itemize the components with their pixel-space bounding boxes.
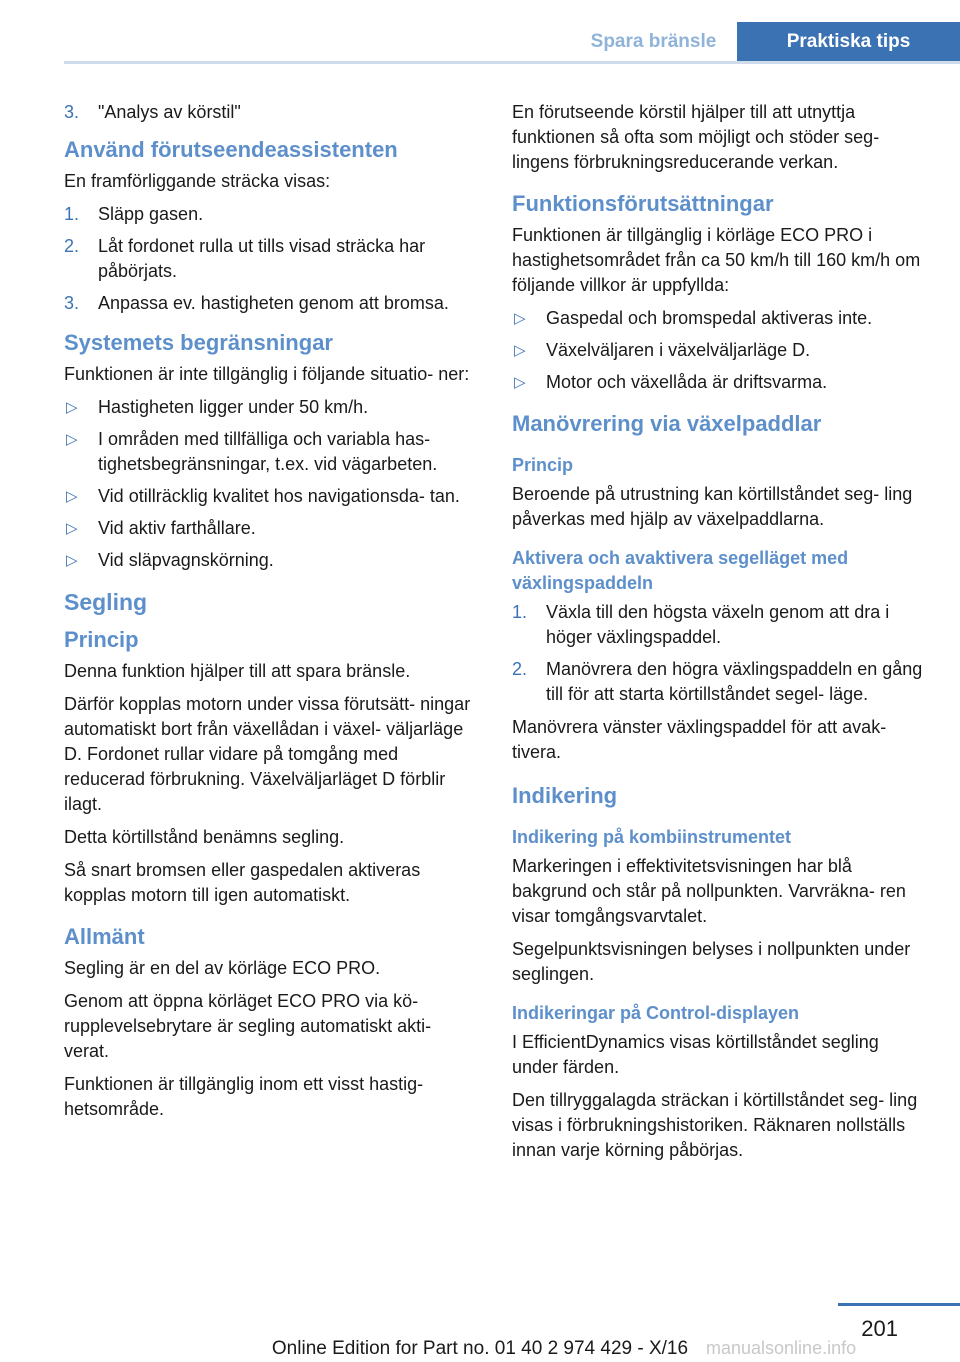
list-item bbox=[64, 516, 478, 541]
edition-note: Online Edition for Part no. 01 40 2 974 429 - X/16 bbox=[271, 1338, 689, 1359]
list-text: Anpassa ev. hastigheten genom att bromsa. bbox=[98, 293, 449, 313]
paragraph: Genom att öppna körläget ECO PRO via kö‐ rupplevelsebrytare är segling automatiskt akti‐ verat. bbox=[64, 991, 432, 1061]
heading-instrument-cluster: Indikering på kombiinstrumentet bbox=[512, 827, 792, 847]
paragraph: Funktionen är tillgänglig i körläge ECO PRO i hastighetsområdet från ca 50 km/h till 160 km/h om följande villkor är uppfyllda: bbox=[512, 225, 921, 295]
heading-activate-sailing: Aktivera och avaktivera segelläget med växlingspaddeln bbox=[512, 548, 849, 593]
heading-paddle-operation: Manövrering via växelpaddlar bbox=[512, 411, 822, 436]
list-number: 2. bbox=[64, 236, 80, 256]
page-header bbox=[0, 0, 960, 64]
heading-princip: Princip bbox=[512, 455, 574, 475]
list-text: Vid släpvagnskörning. bbox=[98, 550, 274, 570]
list-item bbox=[64, 395, 478, 420]
heading-limitations: Systemets begränsningar bbox=[64, 330, 333, 355]
triangle-bullet-icon: ▷ bbox=[66, 399, 78, 416]
list-item bbox=[512, 657, 926, 707]
triangle-bullet-icon: ▷ bbox=[66, 488, 78, 505]
paragraph: Segelpunktsvisningen belyses i nollpunkten under seglingen. bbox=[512, 939, 911, 984]
footer-divider bbox=[838, 1303, 960, 1306]
list-item bbox=[64, 291, 478, 316]
list-number: 1. bbox=[64, 204, 80, 224]
analysis-list bbox=[64, 100, 478, 125]
paragraph: Manövrera vänster växlingspaddel för att avak‐ tivera. bbox=[512, 717, 887, 762]
list-text: I områden med tillfälliga och variabla has‐ tighetsbegränsningar, t.ex. vid vägarbeten. bbox=[98, 429, 438, 474]
assist-steps-list bbox=[64, 202, 478, 316]
paragraph: Så snart bromsen eller gaspedalen aktiveras kopplas motorn till igen automatiskt. bbox=[64, 860, 421, 905]
list-text: Vid otillräcklig kvalitet hos navigationsda‐ tan. bbox=[98, 486, 460, 506]
list-text: Släpp gasen. bbox=[98, 204, 204, 224]
list-text: Vid aktiv farthållare. bbox=[98, 518, 256, 538]
list-number: 1. bbox=[512, 602, 528, 622]
list-item bbox=[512, 370, 926, 395]
list-text: Gaspedal och bromspedal aktiveras inte. bbox=[546, 308, 873, 328]
header-divider bbox=[64, 61, 960, 64]
list-text: Låt fordonet rulla ut tills visad sträcka har påbörjats. bbox=[98, 236, 426, 281]
paragraph: Markeringen i effektivitetsvisningen har blå bakgrund och står på nollpunkten. Varvräkna‐ ren visar tomgångsvarvtalet. bbox=[512, 856, 906, 926]
list-item bbox=[512, 306, 926, 331]
list-item bbox=[64, 427, 478, 477]
heading-function-requirements: Funktionsförutsättningar bbox=[512, 191, 774, 216]
triangle-bullet-icon: ▷ bbox=[514, 310, 526, 327]
list-number: 2. bbox=[512, 659, 528, 679]
paragraph: Därför kopplas motorn under vissa förutsätt‐ ningar automatiskt bort från växellådan i växel‐ väljarläge D. Fordonet rullar vidare på tomgång med reducerad förbrukning. Växelväljarläget D förblir ilagt. bbox=[64, 694, 471, 814]
page-number: 201 bbox=[861, 1316, 898, 1341]
paragraph: En förutseende körstil hjälper till att utnyttja funktionen så ofta som möjligt och stöder seg‐ lingens förbrukningsreducerande verkan. bbox=[512, 102, 880, 172]
heading-assistant: Använd förutseendeassistenten bbox=[64, 137, 398, 162]
paragraph: Funktionen är inte tillgänglig i följande situatio‐ ner: bbox=[64, 364, 470, 384]
section-tab-spara-bransle[interactable]: Spara bränsle bbox=[572, 22, 735, 62]
list-text: "Analys av körstil" bbox=[98, 102, 241, 122]
right-column bbox=[512, 100, 926, 1171]
section-tab-praktiska-tips[interactable]: Praktiska tips bbox=[737, 22, 960, 62]
list-item bbox=[512, 338, 926, 363]
list-item bbox=[64, 548, 478, 573]
triangle-bullet-icon: ▷ bbox=[66, 552, 78, 569]
left-column bbox=[64, 100, 478, 1130]
requirements-list bbox=[512, 306, 926, 395]
list-item bbox=[512, 600, 926, 650]
paragraph: Denna funktion hjälper till att spara bränsle. bbox=[64, 661, 411, 681]
list-number: 3. bbox=[64, 293, 80, 313]
watermark: manualsonline.info bbox=[706, 1338, 857, 1358]
list-text: Växelväljaren i växelväljarläge D. bbox=[546, 340, 811, 360]
triangle-bullet-icon: ▷ bbox=[66, 431, 78, 448]
list-text: Manövrera den högra växlingspaddeln en gång till för att starta körtillståndet segel‐ läge. bbox=[546, 659, 923, 704]
list-text: Motor och växellåda är driftsvarma. bbox=[546, 372, 828, 392]
paragraph: I EfficientDynamics visas körtillståndet segling under färden. bbox=[512, 1032, 879, 1077]
list-item bbox=[64, 100, 478, 125]
triangle-bullet-icon: ▷ bbox=[66, 520, 78, 537]
list-text: Hastigheten ligger under 50 km/h. bbox=[98, 397, 369, 417]
heading-princip: Princip bbox=[64, 627, 139, 652]
paragraph: Den tillryggalagda sträckan i körtillståndet seg‐ ling visas i förbrukningshistoriken. Räknaren nollställs innan varje körning påbörjas. bbox=[512, 1090, 918, 1160]
paragraph: Beroende på utrustning kan körtillståndet seg‐ ling påverkas med hjälp av växelpaddlarna. bbox=[512, 484, 913, 529]
list-item bbox=[64, 202, 478, 227]
list-text: Växla till den högsta växeln genom att dra i höger växlingspaddel. bbox=[546, 602, 890, 647]
list-number: 3. bbox=[64, 102, 80, 122]
activate-steps-list bbox=[512, 600, 926, 707]
paragraph: En framförliggande sträcka visas: bbox=[64, 171, 331, 191]
list-item bbox=[64, 234, 478, 284]
heading-control-display: Indikeringar på Control-displayen bbox=[512, 1003, 800, 1023]
triangle-bullet-icon: ▷ bbox=[514, 342, 526, 359]
heading-indikering: Indikering bbox=[512, 783, 618, 808]
paragraph: Funktionen är tillgänglig inom ett visst hastig‐ hetsområde. bbox=[64, 1074, 424, 1119]
paragraph: Segling är en del av körläge ECO PRO. bbox=[64, 958, 381, 978]
heading-allmant: Allmänt bbox=[64, 924, 145, 949]
list-item bbox=[64, 484, 478, 509]
heading-segling: Segling bbox=[64, 589, 148, 615]
limitations-list bbox=[64, 395, 478, 573]
paragraph: Detta körtillstånd benämns segling. bbox=[64, 827, 345, 847]
triangle-bullet-icon: ▷ bbox=[514, 374, 526, 391]
